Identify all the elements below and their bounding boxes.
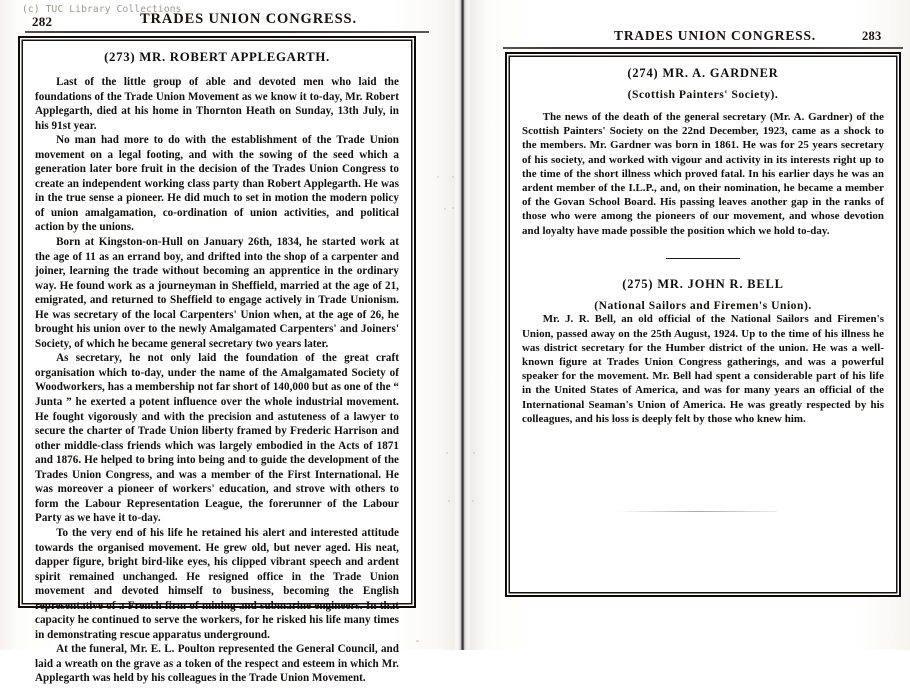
scan-speck <box>416 640 419 642</box>
header-rule-right <box>503 47 903 49</box>
scan-artifact-rule <box>617 511 777 512</box>
scan-speck <box>444 208 446 210</box>
scan-speck <box>473 452 475 454</box>
scan-speck <box>437 176 439 178</box>
obituary-paragraph: No man had more to do with the establishment of the Trade Union movement on a legal footing, and with the sowing of the seed which a generation later bore fruit in the decision of the Trades Union Congress to create an independent working class party than Robert Applegarth. He was in the true sense a pioneer. He did much to set in motion the modern policy of union amalgamation, co-ordination of union activities, and political action by the unions. <box>35 134 399 234</box>
obituary-subtitle-275: (National Sailors and Firemen's Union). <box>594 299 812 313</box>
page-number-right: 283 <box>862 29 882 43</box>
page-number-left: 282 <box>32 14 53 29</box>
scan-speck <box>452 207 454 209</box>
binding-gutter <box>458 0 467 650</box>
scan-speck <box>446 452 448 454</box>
obituary-paragraph: At the funeral, Mr. E. L. Poulton represented the General Council, and laid a wreath on the grave as a token of the respect and esteem in which Mr. Applegarth was held by his colleagues in the Trade Union Movement. <box>35 643 399 685</box>
scan-speck <box>472 500 474 502</box>
obituary-paragraph: As secretary, he not only laid the foundation of the great craft organisation which to-day, under the name of the Amalgamated Society of Woodworkers, has a membership not far short of 140,000 but as one of the “ Junta ” he exerted a potent influence over the whole industrial movement. He fought vigorously and with the precision and astuteness of a lawyer to secure the charter of Trade Union liberty framed by Frederic Harrison and other middle-class friends which was largely embodied in the Acts of 1871 and 1876. He helped to bring into being and to guide the development of the Trades Union Congress, and was a member of the First International. He was moreover a pioneer of workers' education, and strove with others to form the Labour Representation League, the forerunner of the Labour Party as we have it to-day. <box>35 352 399 525</box>
scan-speck <box>452 176 454 178</box>
header-rule-left <box>25 31 429 33</box>
obituary-paragraph: The news of the death of the general secretary (Mr. A. Gardner) of the Scottish Painters' Society on the 22nd December, 1923, came as a shock to the members. Mr. Gardner was born in 1861. He was for 25 years secretary of his society, and worked with vigour and activity in its interests right up to the time of the short illness which proved fatal. In his earlier days he was an ardent member of the I.L.P., and, on their nomination, he became a member of the Govan School Board. His passing leaves another gap in the ranks of those who were among the pioneers of our movement, and whose devotion and loyalty have made possible the position which we hold to-day. <box>522 111 884 237</box>
obituary-title-273: (273) MR. ROBERT APPLEGARTH. <box>104 50 330 64</box>
obituary-paragraph: To the very end of his life he retained his alert and interested attitude towards the organised movement. He grew old, but never aged. His neat, dapper figure, bright bird-like eyes, his clipped vibrant speech and ardent spirit remained unchanged. He resigned office in the Trade Union movement and devoted himself to business, becoming the English representative of a French firm of mining and submarine engineers. In that capacity he continued to serve the workers, for he risked his life many times in demonstrating rescue apparatus underground. <box>35 526 399 641</box>
obituary-subtitle-274: (Scottish Painters' Society). <box>627 88 779 101</box>
obituary-paragraph: Born at Kingston-on-Hull on January 26th, 1834, he started work at the age of 11 as an errand boy, and drifted into the shop of a carpenter and joiner, learning the trade without becoming an apprentice in the ordinary way. He found work as a journeyman in Sheffield, married at the age of 21, emigrated, and returned to Sheffield to engage actively in Trade Unionism. He was secretary of the local Carpenters' Union when, at the age of 26, he brought his union over to the newly Amalgamated Carpenters' and Joiners' Society, of which he became general secretary two years later. <box>35 236 399 350</box>
obituary-content-left <box>20 38 414 696</box>
obituary-content-right <box>507 54 899 436</box>
section-separator-rule <box>666 258 740 260</box>
obituary-title-274: (274) MR. A. GARDNER <box>627 66 779 80</box>
running-head-right: TRADES UNION CONGRESS. <box>614 28 816 43</box>
scan-speck <box>448 500 450 502</box>
obituary-title-275: (275) MR. JOHN R. BELL <box>622 277 784 292</box>
obituary-box-left <box>18 36 416 685</box>
running-head-left: TRADES UNION CONGRESS. <box>140 11 357 27</box>
library-watermark: (c) TUC Library Collections <box>22 3 182 16</box>
obituary-box-right <box>505 52 901 597</box>
obituary-paragraph: Last of the little group of able and devoted men who laid the foundations of the Trade Union Movement as we know it to-day, Mr. Robert Applegarth, died at his home in Thornton Heath on Sunday, 13th July, in his 91st year. <box>35 76 399 132</box>
obituary-paragraph: Mr. J. R. Bell, an old official of the National Sailors and Firemen's Union, passed away on the 25th August, 1924. Up to the time of his illness he was district secretary for the Humber district of the union. He was a well-known figure at Trades Union Congress gatherings, and was a powerful speaker for the movement. Mr. Bell had spent a considerable part of his life in the United States of America, and was for many years an official of the International Seaman's Union of America. He was greatly respected by his colleagues, and his loss is deeply felt by those who knew him. <box>522 313 884 425</box>
